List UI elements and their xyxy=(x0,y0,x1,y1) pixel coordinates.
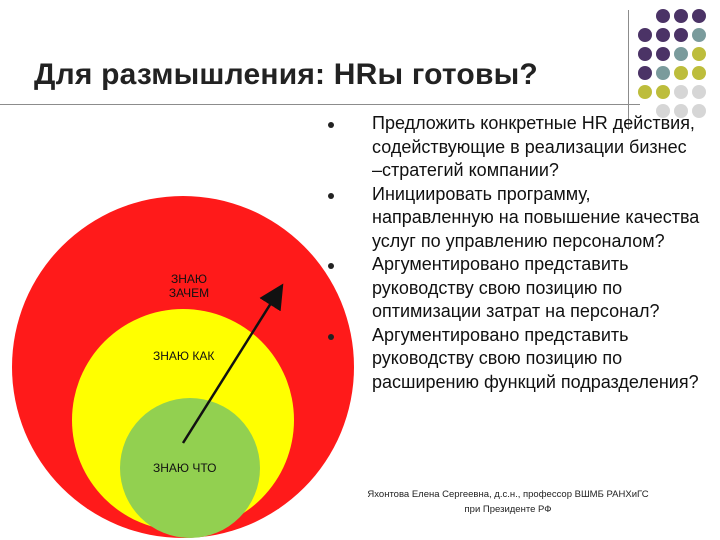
label-know-why-line2: ЗАЧЕМ xyxy=(168,286,210,300)
bullet-text: Аргументировано представить руководству свою позицию по оптимизации затрат на персонал? xyxy=(372,254,660,321)
footer-line-1: Яхонтова Елена Сергеевна, д.с.н., профессор ВШМБ РАНХиГС xyxy=(367,489,649,500)
label-know-how: ЗНАЮ КАК xyxy=(153,349,215,363)
bullet-item xyxy=(320,183,700,254)
author-footer xyxy=(330,487,686,517)
footer-line-2: при Президенте РФ xyxy=(464,504,552,515)
bullet-item xyxy=(320,324,700,395)
bullet-item xyxy=(320,112,700,183)
bullet-text: Инициировать программу, направленную на повышение качества услуг по управлению персоналом? xyxy=(372,183,700,251)
bullet-list xyxy=(320,112,700,394)
slide-title: Для размышления: HRы готовы? xyxy=(34,58,538,91)
bullet-text: Предложить конкретные HR действия, содействующие в реализации бизнес –стратегий компании? xyxy=(372,113,695,180)
bullet-dot-icon xyxy=(328,334,334,340)
label-know-why xyxy=(162,272,216,300)
label-know-what: ЗНАЮ ЧТО xyxy=(153,461,217,475)
bullet-dot-icon xyxy=(328,122,334,128)
bullet-dot-icon xyxy=(328,193,334,199)
label-know-why-line1: ЗНАЮ xyxy=(170,272,208,286)
bullet-dot-icon xyxy=(328,263,334,269)
bullet-item xyxy=(320,253,700,324)
bullet-text: Аргументировано представить руководству свою позицию по расширению функций подразделения? xyxy=(372,324,699,392)
